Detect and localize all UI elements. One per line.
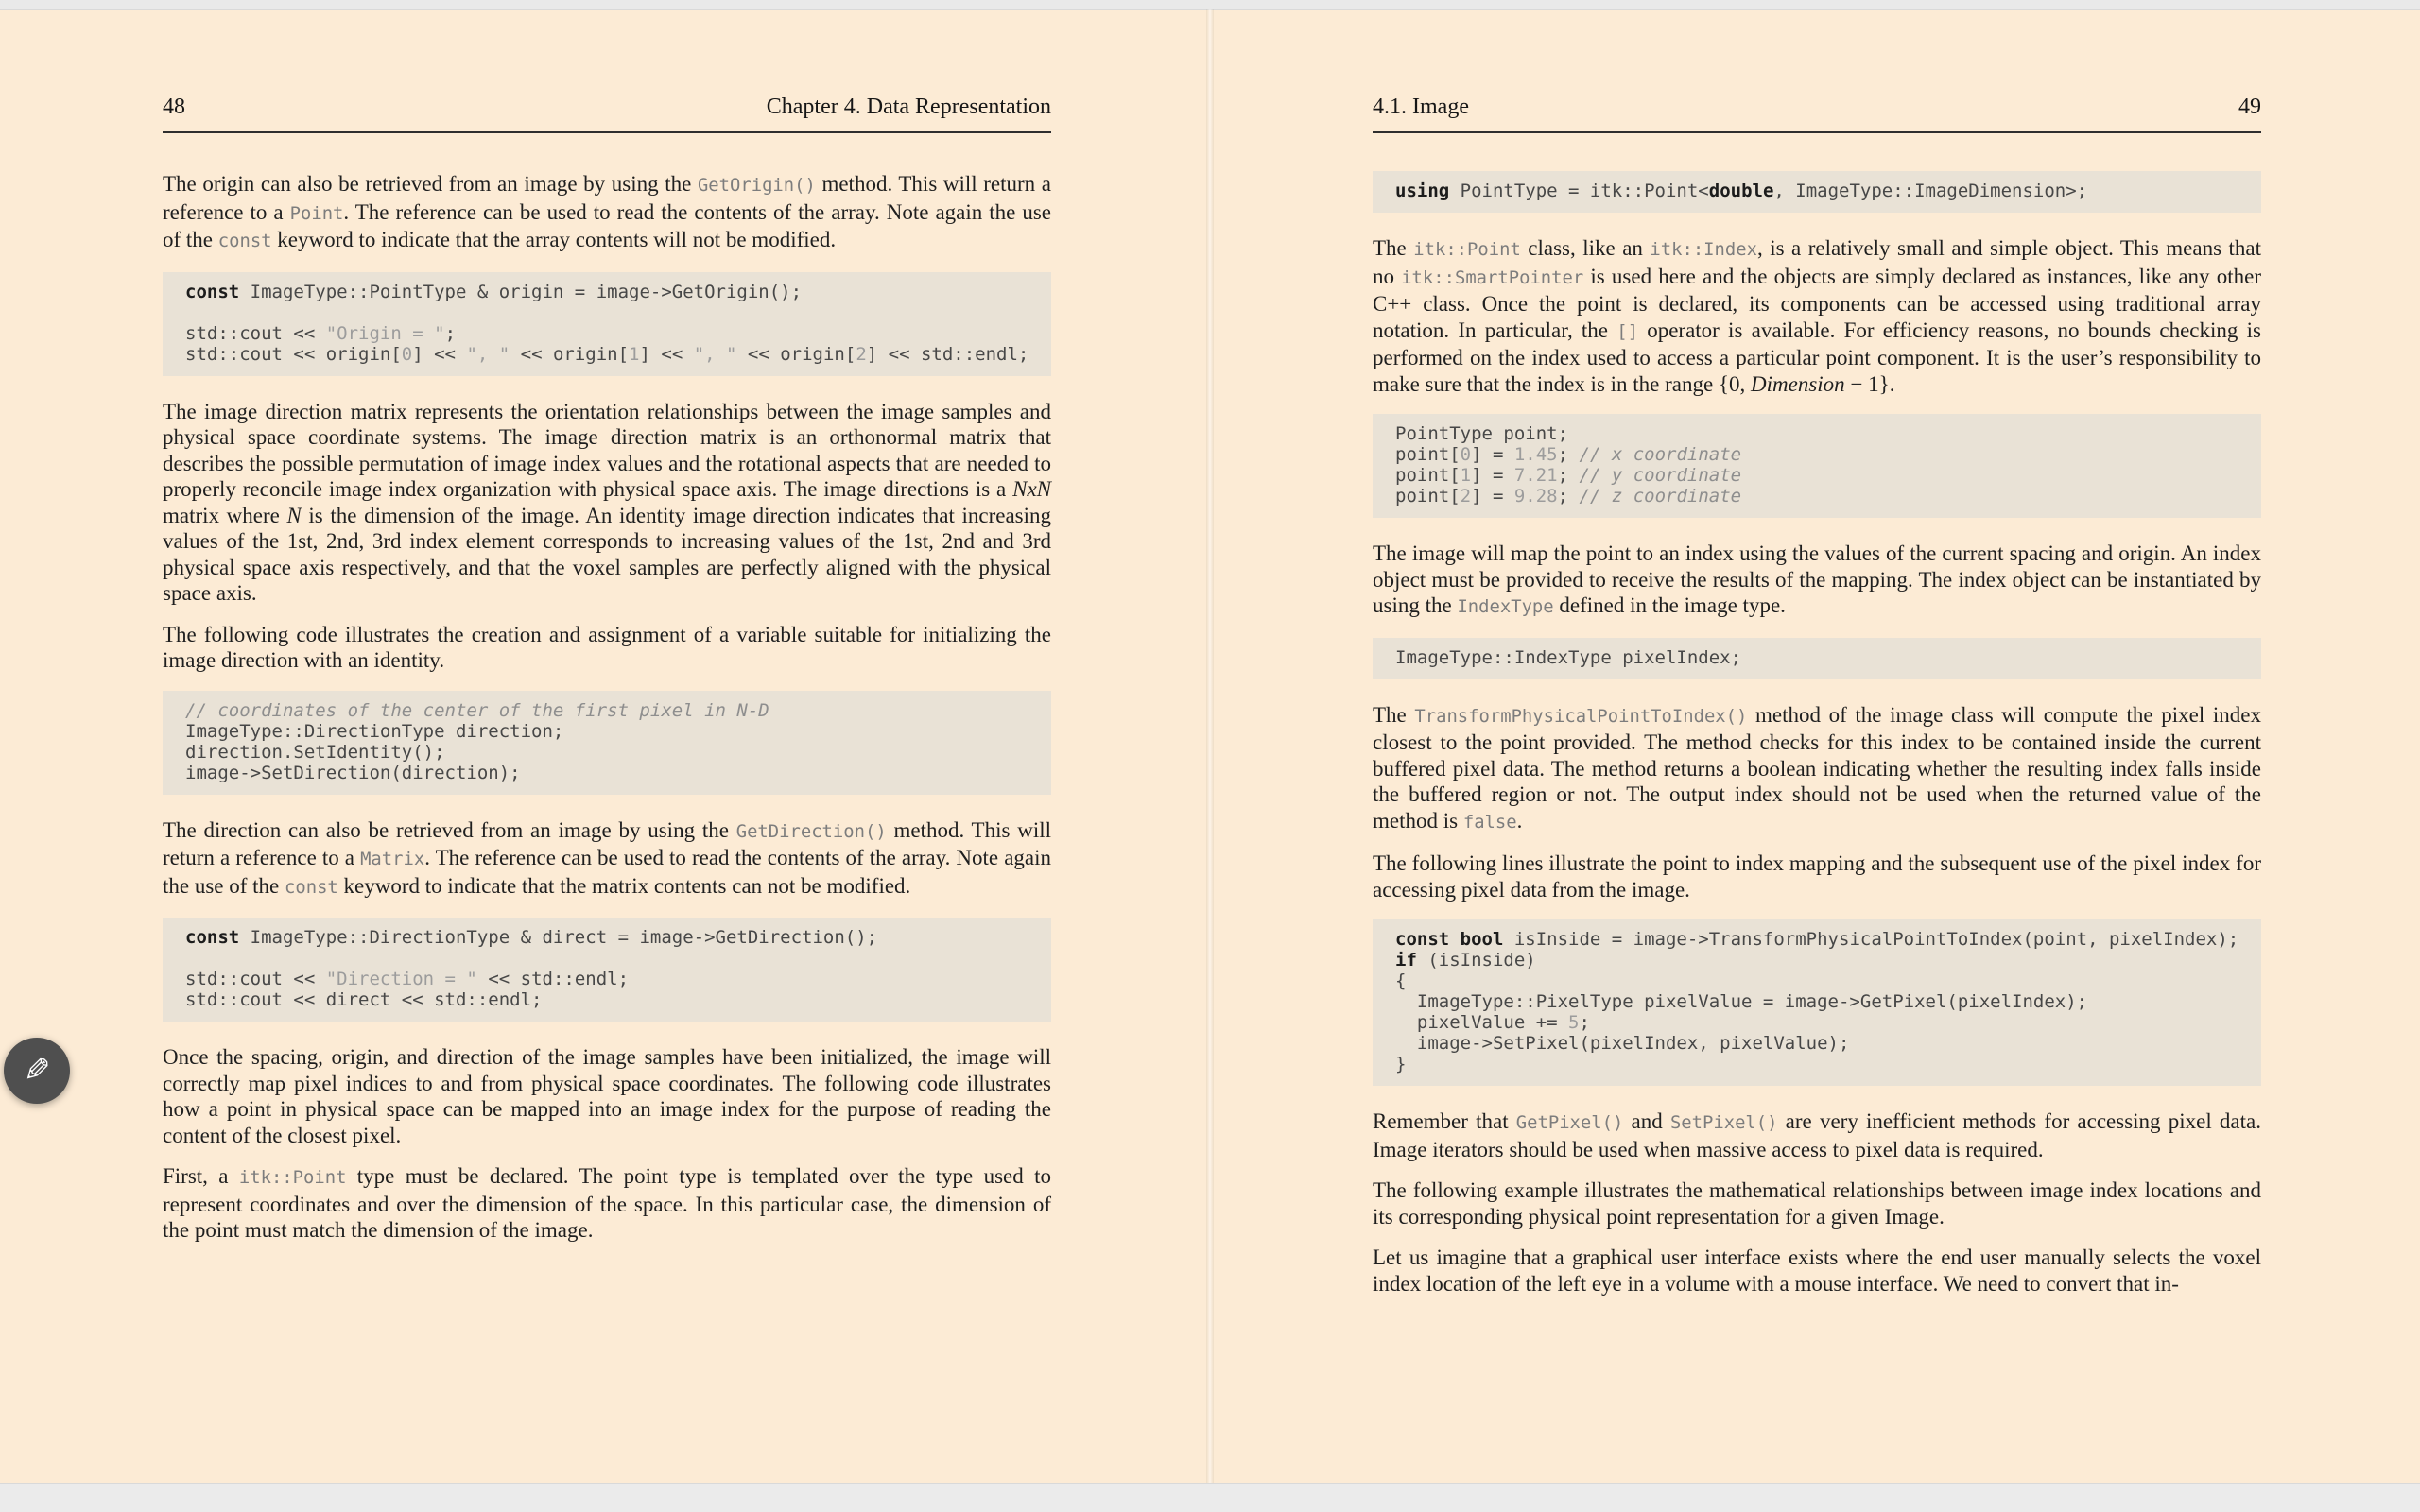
text-segment: ] << bbox=[639, 343, 694, 365]
text-segment: pixelValue += bbox=[1395, 1012, 1569, 1033]
code-block bbox=[163, 691, 1051, 795]
text-segment: ImageType::PointType & origin = image->GetOrigin(); bbox=[239, 281, 803, 302]
text-segment: // x coordinate bbox=[1579, 444, 1742, 465]
text-segment: The following lines illustrate the point to index mapping and the subsequent use of the pixel index for accessing pixel data from the image. bbox=[1373, 851, 2261, 902]
text-segment: point[ bbox=[1395, 486, 1461, 507]
inline-code: itk::SmartPointer bbox=[1401, 266, 1584, 288]
text-segment: 1.45 bbox=[1513, 444, 1558, 465]
text-segment: . The reference can be used to read the contents of the array. Note again the use of the bbox=[163, 199, 1051, 251]
page-header-left bbox=[163, 94, 1051, 133]
inline-code: SetPixel() bbox=[1669, 1112, 1778, 1133]
text-segment: std::cout << direct << std::endl; bbox=[185, 989, 543, 1010]
inline-code: TransformPhysicalPointToIndex() bbox=[1414, 705, 1748, 727]
page-right bbox=[1373, 94, 2261, 1312]
edit-button[interactable] bbox=[4, 1038, 70, 1104]
code-line bbox=[1395, 929, 2250, 950]
text-segment: ImageType::IndexType pixelIndex; bbox=[1395, 646, 1742, 668]
page-number-right: 49 bbox=[2238, 94, 2261, 119]
code-line bbox=[1395, 423, 2250, 444]
text-segment: ; bbox=[444, 322, 457, 344]
code-line bbox=[1395, 444, 2250, 465]
text-segment: 7.21 bbox=[1513, 465, 1558, 486]
code-line bbox=[185, 742, 1040, 763]
text-segment: The bbox=[1373, 236, 1414, 260]
code-line bbox=[185, 323, 1040, 344]
text-segment: keyword to indicate that the matrix contents can not be modified. bbox=[337, 873, 911, 898]
text-segment: Once the spacing, origin, and direction of the image samples have been initialized, the image will correctly map pixel indices to and from physical space coordinates. The following code illustrates how a point in physical space can be mapped into an image index for the purpose of reading the content of the closest pixel. bbox=[163, 1045, 1051, 1147]
text-segment: PointType = itk::Point< bbox=[1449, 180, 1709, 201]
text-segment: Let us imagine that a graphical user interface exists where the end user manually selects the voxel index location of the left eye in a volume with a mouse interface. We need to convert that in- bbox=[1373, 1246, 2261, 1296]
text-segment: ", " bbox=[466, 343, 510, 365]
text-segment: keyword to indicate that the array contents will not be modified. bbox=[271, 228, 837, 251]
text-segment: ] = bbox=[1471, 444, 1514, 465]
text-segment: point[ bbox=[1395, 465, 1461, 486]
text-segment: The image will map the point to an index using the values of the current spacing and origin. An index object must be provided to receive the results of the mapping. The index object can be instantiated by using the bbox=[1373, 541, 2261, 617]
inline-code: itk::Index bbox=[1650, 239, 1757, 260]
text-segment: Dimension bbox=[1751, 371, 1845, 396]
section-title: 4.1. Image bbox=[1373, 94, 1469, 119]
text-segment: , ImageType::ImageDimension>; bbox=[1773, 180, 2088, 201]
text-segment: << std::endl; bbox=[476, 969, 630, 989]
text-segment: point[ bbox=[1395, 444, 1461, 465]
paragraph bbox=[163, 1044, 1051, 1148]
text-segment: // coordinates of the center of the first pixel in N-D bbox=[185, 699, 769, 721]
code-block bbox=[1373, 414, 2261, 518]
text-segment: std::cout << bbox=[185, 969, 326, 989]
code-line bbox=[185, 969, 1040, 989]
text-segment: "Origin = " bbox=[325, 322, 445, 344]
paragraph bbox=[163, 1163, 1051, 1244]
text-segment: image->SetDirection(direction); bbox=[185, 762, 521, 783]
text-segment: − 1}. bbox=[1844, 371, 1895, 396]
inline-code: const bbox=[217, 231, 272, 251]
paragraph bbox=[1373, 850, 2261, 902]
right-page-content bbox=[1373, 171, 2261, 1297]
text-segment: . bbox=[1516, 808, 1523, 833]
text-segment: 2 bbox=[856, 343, 867, 365]
text-segment: ", " bbox=[693, 343, 737, 365]
text-segment: are very inefficient methods for accessing pixel data. Image iterators should be used when massive access to pixel data is required. bbox=[1373, 1109, 2261, 1161]
text-segment: double bbox=[1708, 180, 1774, 201]
code-line bbox=[185, 989, 1040, 1010]
text-segment: using bbox=[1395, 180, 1450, 201]
text-segment: 0 bbox=[401, 343, 413, 365]
text-segment: N bbox=[286, 503, 302, 527]
inline-code: const bbox=[285, 876, 338, 898]
text-segment: operator is available. For efficiency reasons, no bounds checking is performed on the index used to access a particular point component. It is the user’s responsibility to make sure that the index is in the range {0, bbox=[1373, 318, 2261, 396]
inline-code: itk::Point bbox=[1413, 239, 1521, 260]
pencil-icon: ✎ bbox=[23, 1052, 51, 1090]
text-segment: The image direction matrix represents the orientation relationships between the image samples and physical space coordinate systems. The image direction matrix is an orthonormal matrix that describes the possible permutation of image index values and the rotational aspects that are needed to properly reconcile image index organization with physical space axis. The image directions is a bbox=[163, 399, 1051, 501]
text-segment: Remember that bbox=[1373, 1109, 1516, 1133]
text-segment: The following code illustrates the creation and assignment of a variable suitable for initializing the image direction with an identity. bbox=[163, 622, 1051, 672]
text-segment: 1 bbox=[629, 343, 640, 365]
code-line bbox=[185, 700, 1040, 721]
inline-code: GetPixel() bbox=[1515, 1112, 1624, 1133]
code-line bbox=[185, 927, 1040, 948]
page-divider bbox=[1206, 9, 1214, 1484]
text-segment: method. This will return a reference to a bbox=[163, 172, 1051, 224]
text-segment: image->SetPixel(pixelIndex, pixelValue); bbox=[1395, 1033, 1850, 1054]
code-block bbox=[1373, 171, 2261, 213]
paragraph bbox=[1373, 1245, 2261, 1297]
text-segment: // z coordinate bbox=[1579, 486, 1742, 507]
text-segment: } bbox=[1395, 1054, 1407, 1074]
text-segment: The bbox=[1373, 702, 1415, 727]
text-segment: (isInside) bbox=[1416, 950, 1536, 971]
text-segment: is used here and the objects are simply declared as instances, like any other C++ class. Once the point is declared, its components can be accessed using traditional array notation. In particular, the bbox=[1373, 264, 2261, 342]
text-segment: { bbox=[1395, 971, 1407, 991]
text-segment: if bbox=[1395, 950, 1417, 971]
text-segment: const bbox=[185, 281, 240, 302]
code-line bbox=[185, 344, 1040, 365]
page-header-right bbox=[1373, 94, 2261, 133]
text-segment: << origin[ bbox=[736, 343, 856, 365]
text-segment: "Direction = " bbox=[325, 969, 477, 989]
code-line bbox=[1395, 971, 2250, 991]
chapter-title: Chapter 4. Data Representation bbox=[766, 94, 1051, 119]
inline-code: false bbox=[1462, 811, 1517, 833]
paragraph bbox=[1373, 1108, 2261, 1162]
text-segment: PointType point; bbox=[1395, 423, 1569, 444]
code-line bbox=[1395, 486, 2250, 507]
text-segment: 2 bbox=[1460, 486, 1472, 507]
code-line bbox=[1395, 647, 2250, 668]
text-segment: type must be declared. The point type is templated over the type used to represent coordinates and over the dimension of the space. In this particular case, the dimension of the point must match the dimension of the image. bbox=[163, 1164, 1052, 1242]
code-line bbox=[185, 282, 1040, 302]
paragraph bbox=[163, 171, 1051, 255]
text-segment: direction.SetIdentity(); bbox=[185, 741, 445, 763]
inline-code: [] bbox=[1616, 320, 1638, 342]
text-segment: 0 bbox=[1460, 444, 1472, 465]
paragraph bbox=[163, 399, 1051, 607]
code-line bbox=[185, 302, 1040, 323]
text-segment: ; bbox=[1557, 465, 1580, 486]
code-line bbox=[185, 763, 1040, 783]
code-block bbox=[1373, 919, 2261, 1086]
text-segment: defined in the image type. bbox=[1553, 593, 1786, 617]
inline-code: Point bbox=[289, 202, 344, 224]
code-line bbox=[1395, 950, 2250, 971]
left-page-content bbox=[163, 171, 1051, 1244]
paragraph bbox=[163, 817, 1051, 902]
text-segment: method. This will return a reference to a bbox=[163, 817, 1051, 869]
code-line bbox=[1395, 1033, 2250, 1054]
text-segment: is the dimension of the image. An identity image direction indicates that increasing values of the 1st, 2nd, 3rd index element corresponds to increasing values of the 1st, 2nd and 3rd physical space axis respectively, and that the voxel samples are perfectly aligned with the physical space axis. bbox=[163, 503, 1051, 605]
inline-code: GetDirection() bbox=[735, 820, 887, 842]
code-block bbox=[163, 918, 1051, 1022]
text-segment: ] << bbox=[412, 343, 467, 365]
text-segment: ] = bbox=[1471, 465, 1514, 486]
text-segment: std::cout << bbox=[185, 322, 326, 344]
paragraph bbox=[1373, 1177, 2261, 1229]
text-segment: isInside = image->TransformPhysicalPointToIndex(point, pixelIndex); bbox=[1503, 929, 2239, 950]
text-segment: matrix where bbox=[163, 503, 287, 527]
code-line bbox=[185, 721, 1040, 742]
text-segment: ImageType::DirectionType & direct = image->GetDirection(); bbox=[239, 927, 878, 948]
code-line bbox=[1395, 991, 2250, 1012]
text-segment: << origin[ bbox=[510, 343, 630, 365]
text-segment: , is a relatively small and simple object. This means that no bbox=[1373, 236, 2261, 288]
code-line bbox=[1395, 1012, 2250, 1033]
text-segment: NxN bbox=[1012, 477, 1051, 501]
text-segment: The direction can also be retrieved from an image by using the bbox=[163, 817, 736, 842]
text-segment: const bbox=[185, 927, 240, 948]
inline-code: itk::Point bbox=[238, 1167, 347, 1188]
code-line bbox=[1395, 180, 2250, 201]
inline-code: IndexType bbox=[1457, 596, 1554, 617]
bottom-chrome-bar bbox=[0, 1483, 2420, 1512]
paragraph bbox=[1373, 235, 2261, 397]
text-segment: ; bbox=[1579, 1012, 1590, 1033]
code-line bbox=[1395, 1054, 2250, 1074]
text-segment: ImageType::PixelType pixelValue = image->GetPixel(pixelIndex); bbox=[1395, 991, 2088, 1012]
text-segment: ; bbox=[1557, 444, 1580, 465]
text-segment: // y coordinate bbox=[1579, 465, 1742, 486]
text-segment: class, like an bbox=[1520, 236, 1651, 260]
code-line bbox=[185, 948, 1040, 969]
text-segment: method of the image class will compute the pixel index closest to the point provided. The method checks for this index to be contained inside the current buffered pixel data. The method returns a boolean indicating whether the resulting index falls inside the buffered region or not. The output index should not be used when the returned value of the method is bbox=[1373, 702, 2261, 833]
paragraph bbox=[1373, 541, 2261, 621]
inline-code: Matrix bbox=[360, 849, 425, 869]
text-segment: First, a bbox=[163, 1164, 239, 1188]
code-line bbox=[1395, 465, 2250, 486]
paragraph bbox=[1373, 702, 2261, 836]
text-segment: ] = bbox=[1471, 486, 1514, 507]
inline-code: GetOrigin() bbox=[697, 175, 816, 196]
text-segment: The following example illustrates the mathematical relationships between image index locations and its corresponding physical point representation for a given Image. bbox=[1373, 1178, 2261, 1228]
text-segment: The origin can also be retrieved from an image by using the bbox=[163, 172, 698, 196]
page-number-left: 48 bbox=[163, 94, 185, 119]
paragraph bbox=[163, 622, 1051, 674]
text-segment: const bool bbox=[1395, 929, 1504, 950]
text-segment: 5 bbox=[1568, 1012, 1580, 1033]
text-segment: std::cout << origin[ bbox=[185, 343, 402, 365]
page-left bbox=[163, 94, 1051, 1259]
text-segment: ; bbox=[1557, 486, 1580, 507]
text-segment: 9.28 bbox=[1513, 486, 1558, 507]
code-block bbox=[1373, 638, 2261, 679]
text-segment: ImageType::DirectionType direction; bbox=[185, 720, 564, 742]
text-segment: and bbox=[1623, 1109, 1670, 1133]
code-block bbox=[163, 272, 1051, 376]
text-segment: . The reference can be used to read the contents of the array. Note again the use of the bbox=[163, 846, 1052, 898]
text-segment: ] << std::endl; bbox=[866, 343, 1029, 365]
text-segment: 1 bbox=[1460, 465, 1472, 486]
